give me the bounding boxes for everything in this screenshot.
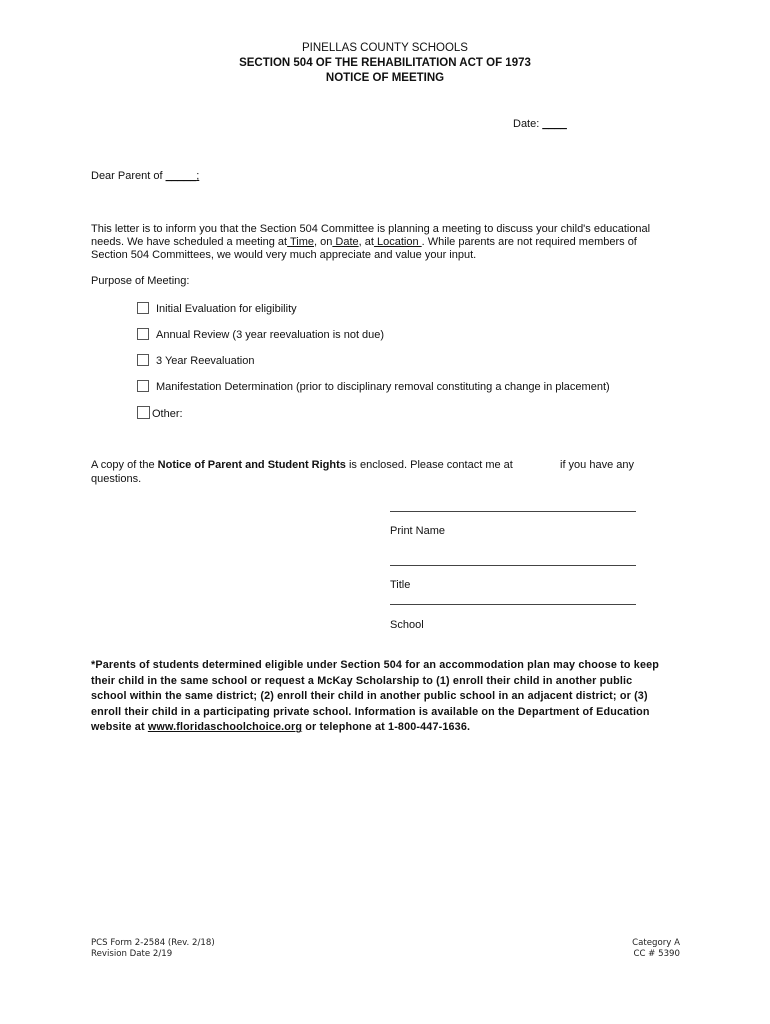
purpose-label: Purpose of Meeting: [91,275,190,287]
initial-evaluation-label: Initial Evaluation for eligibility [156,303,297,315]
title-label: Title [390,579,411,591]
form-number: PCS Form 2-2584 (Rev. 2/18) [91,938,215,948]
school-district-name: PINELLAS COUNTY SCHOOLS [302,42,468,54]
salutation-prefix: Dear Parent of [91,170,163,182]
meeting-location-field[interactable]: Location [373,236,422,248]
body-line-1: This letter is to inform you that the Section 504 Committee is planning a meeting to discuss your child's educational [91,223,651,235]
print-name-label: Print Name [390,525,446,537]
body-line-2: needs. We have scheduled a meeting at Time, on Date, at Location . While parents are not required members of [91,236,637,248]
annual-review-checkbox[interactable] [137,328,149,340]
three-year-reevaluation-label: 3 Year Reevaluation [156,355,255,367]
meeting-date-field[interactable]: Date [332,236,359,248]
other-checkbox[interactable] [137,406,150,419]
three-year-reevaluation-checkbox[interactable] [137,354,149,366]
category: Category A [632,938,680,948]
copy-notice-line-2: questions. [91,473,142,485]
act-title: SECTION 504 OF THE REHABILITATION ACT OF 1973 [239,57,531,69]
manifestation-determination-checkbox[interactable] [137,380,149,392]
form-info [91,938,215,959]
title-signature-line[interactable] [390,565,636,566]
salutation [91,170,199,182]
initial-evaluation-checkbox[interactable] [137,302,149,314]
school-signature-line[interactable] [390,604,636,605]
body-line-3: Section 504 Committees, we would very much appreciate and value your input. [91,249,477,261]
rights-document-name: Notice of Parent and Student Rights [157,459,346,471]
meeting-time-field[interactable]: Time [287,236,314,248]
print-name-signature-line[interactable] [390,511,636,512]
revision-date: Revision Date 2/19 [91,948,173,959]
copy-notice-line-1: A copy of the Notice of Parent and Student Rights is enclosed. Please contact me at [91,459,513,471]
date-line [513,118,567,130]
date-field[interactable]: ____ [542,118,567,130]
school-label: School [390,619,424,631]
student-name-field[interactable]: _____; [165,170,200,182]
annual-review-label: Annual Review (3 year reevaluation is not due) [156,329,385,341]
document-title: NOTICE OF MEETING [325,72,445,84]
school-choice-footnote: *Parents of students determined eligible under Section 504 for an accommodation plan may choose to keep their child in the same school or request a McKay Scholarship to (1) enroll their child in another public school within the same district; (2) enroll their child in another public school in an adjacent district; or (3) enroll their child in a participating private school. Information is available on the Department of Education website at www.floridaschoolchoice.org or telephone at 1-800-447-1636. [91,659,660,734]
other-label: Other: [152,408,183,420]
date-label: Date: [513,118,540,130]
body-paragraph [91,223,650,262]
manifestation-determination-label: Manifestation Determination (prior to disciplinary removal constituting a change in placement) [156,381,610,393]
florida-school-choice-link[interactable]: www.floridaschoolchoice.org [147,721,303,734]
cc-number: CC # 5390 [633,948,680,959]
category-info [632,938,680,959]
copy-notice-suffix: if you have any [560,459,634,471]
